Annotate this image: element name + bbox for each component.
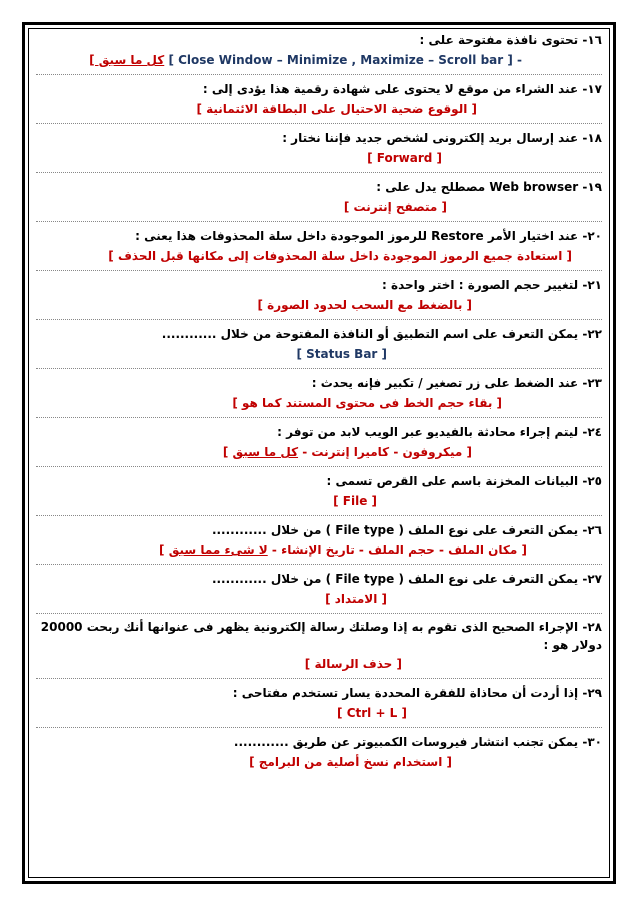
question-21 (36, 275, 602, 315)
question-29 (36, 683, 602, 723)
separator (36, 368, 602, 369)
question-stem: عند الضغط على زر تصغير / تكبير فإنه يحدث : (311, 376, 579, 390)
question-text (36, 732, 602, 752)
question-number: ٢٠- (582, 229, 602, 243)
question-stem: ليتم إجراء محادثة بالفيديو عبر الويب لابد من توفر : (277, 425, 579, 439)
answer (36, 491, 602, 511)
question-23 (36, 373, 602, 413)
question-stem: إذا أردت أن محاذاة للفقرة المحددة يسار تستخدم مفتاحى : (232, 686, 579, 700)
question-stem: عند إرسال بريد إلكترونى لشخص جديد فإننا نختار : (282, 131, 579, 145)
question-number: ٢١- (582, 278, 602, 292)
question-number: ٢٩- (582, 686, 602, 700)
question-text (36, 618, 602, 654)
question-stem: عند الشراء من موقع لا يحتوى على شهادة رقمية هذا يؤدى إلى : (202, 82, 579, 96)
question-stem: لتغيير حجم الصورة : اختر واحدة : (382, 278, 579, 292)
answer (36, 589, 602, 609)
question-stem: يمكن التعرف على اسم التطبيق أو النافذة المفتوحة من خلال ............ (161, 327, 579, 341)
question-number: ١٨- (582, 131, 602, 145)
answer-correct: [ Status Bar ] (296, 347, 387, 361)
answer (36, 197, 602, 217)
question-text (36, 30, 602, 50)
separator (36, 270, 602, 271)
question-27 (36, 569, 602, 609)
answer-correct: [ متصفح إنترنت ] (343, 200, 447, 214)
answer-correct: [ حذف الرسالة ] (304, 657, 402, 671)
question-text (36, 79, 602, 99)
question-text (36, 177, 602, 197)
answer (36, 540, 602, 560)
separator (36, 221, 602, 222)
separator (36, 727, 602, 728)
question-number: ٢٤- (582, 425, 602, 439)
question-19 (36, 177, 602, 217)
answer (36, 654, 602, 674)
question-stem: يمكن تجنب انتشار فيروسات الكمبيوتر عن طريق ............ (233, 735, 579, 749)
answer-correct: [ Forward ] (367, 151, 442, 165)
answer (36, 393, 602, 413)
question-stem: البيانات المخزنة باسم على القرص تسمى : (326, 474, 579, 488)
separator (36, 678, 602, 679)
question-16 (36, 30, 602, 70)
questions-list (36, 30, 602, 772)
question-number: ٢٦- (582, 523, 602, 537)
question-text (36, 324, 602, 344)
question-26 (36, 520, 602, 560)
question-number: ٢٥- (582, 474, 602, 488)
question-number: ٣٠- (582, 735, 602, 749)
answer (36, 99, 602, 119)
answer-correct: لا شىء مما سبق (168, 543, 268, 557)
question-text (36, 422, 602, 442)
question-text (36, 128, 602, 148)
answer (36, 246, 602, 266)
answer-close-bracket: ] (159, 543, 169, 557)
question-stem: عند اختيار الأمر Restore للرموز الموجودة داخل سلة المحذوفات هذا يعنى : (135, 229, 579, 243)
question-28 (36, 618, 602, 674)
separator (36, 417, 602, 418)
question-stem: الإجراء الصحيح الذى تقوم به إذا وصلتك رسالة إلكترونية يظهر فى عنوانها أنك ربحت 20000 دولار هو : (40, 620, 602, 652)
question-30 (36, 732, 602, 772)
answer-correct: [ استعادة جميع الرموز الموجودة داخل سلة المحذوفات إلى مكانها قبل الحذف ] (108, 249, 572, 263)
question-25 (36, 471, 602, 511)
question-22 (36, 324, 602, 364)
question-number: ٢٣- (582, 376, 602, 390)
question-number: ٢٧- (582, 572, 602, 586)
question-stem: يمكن التعرف على نوع الملف ( File type ) من خلال ............ (211, 572, 579, 586)
separator (36, 123, 602, 124)
answer-correct: [ Ctrl + L ] (337, 706, 407, 720)
question-number: ٢٨- (582, 620, 602, 634)
answer (36, 703, 602, 723)
question-17 (36, 79, 602, 119)
question-term: Web browser (489, 180, 579, 194)
answer (36, 344, 602, 364)
question-24 (36, 422, 602, 462)
answer-options: [ Close Window – Minimize , Maximize – Scroll bar ] - (168, 53, 522, 67)
answer-correct: [ بالضغط مع السحب لحدود الصورة ] (257, 298, 472, 312)
question-stem: تحتوى نافذة مفتوحة على : (419, 33, 579, 47)
answer-correct: كل ما سبق ] (89, 53, 165, 67)
answer-correct: [ File ] (333, 494, 377, 508)
answer (36, 50, 602, 70)
separator (36, 172, 602, 173)
answer-correct: كل ما سبق (232, 445, 299, 459)
question-number: ١٦- (582, 33, 602, 47)
answer (36, 295, 602, 315)
question-text (36, 275, 602, 295)
question-18 (36, 128, 602, 168)
answer-options: [ ميكروفون - كاميرا إنترنت - (298, 445, 472, 459)
question-text (36, 471, 602, 491)
answer-correct: [ بقاء حجم الخط فى محتوى المستند كما هو ] (232, 396, 502, 410)
separator (36, 319, 602, 320)
answer-correct: [ استخدام نسخ أصلية من البرامج ] (249, 755, 452, 769)
separator (36, 613, 602, 614)
question-number: ١٩- (582, 180, 602, 194)
separator (36, 466, 602, 467)
question-text (36, 373, 602, 393)
question-text (36, 520, 602, 540)
question-stem: مصطلح يدل على : (376, 180, 486, 194)
question-text (36, 569, 602, 589)
answer-correct: [ الوقوع ضحية الاحتيال على البطاقة الائتمانية ] (196, 102, 477, 116)
answer (36, 442, 602, 462)
question-text (36, 226, 602, 246)
question-text (36, 683, 602, 703)
question-stem: يمكن التعرف على نوع الملف ( File type ) من خلال ............ (211, 523, 579, 537)
separator (36, 74, 602, 75)
question-20 (36, 226, 602, 266)
answer-options: [ مكان الملف - حجم الملف - تاريخ الإنشاء - (267, 543, 527, 557)
question-number: ١٧- (582, 82, 602, 96)
separator (36, 564, 602, 565)
answer (36, 752, 602, 772)
answer (36, 148, 602, 168)
question-number: ٢٢- (582, 327, 602, 341)
answer-correct: [ الامتداد ] (325, 592, 387, 606)
answer-close-bracket: ] (222, 445, 233, 459)
separator (36, 515, 602, 516)
